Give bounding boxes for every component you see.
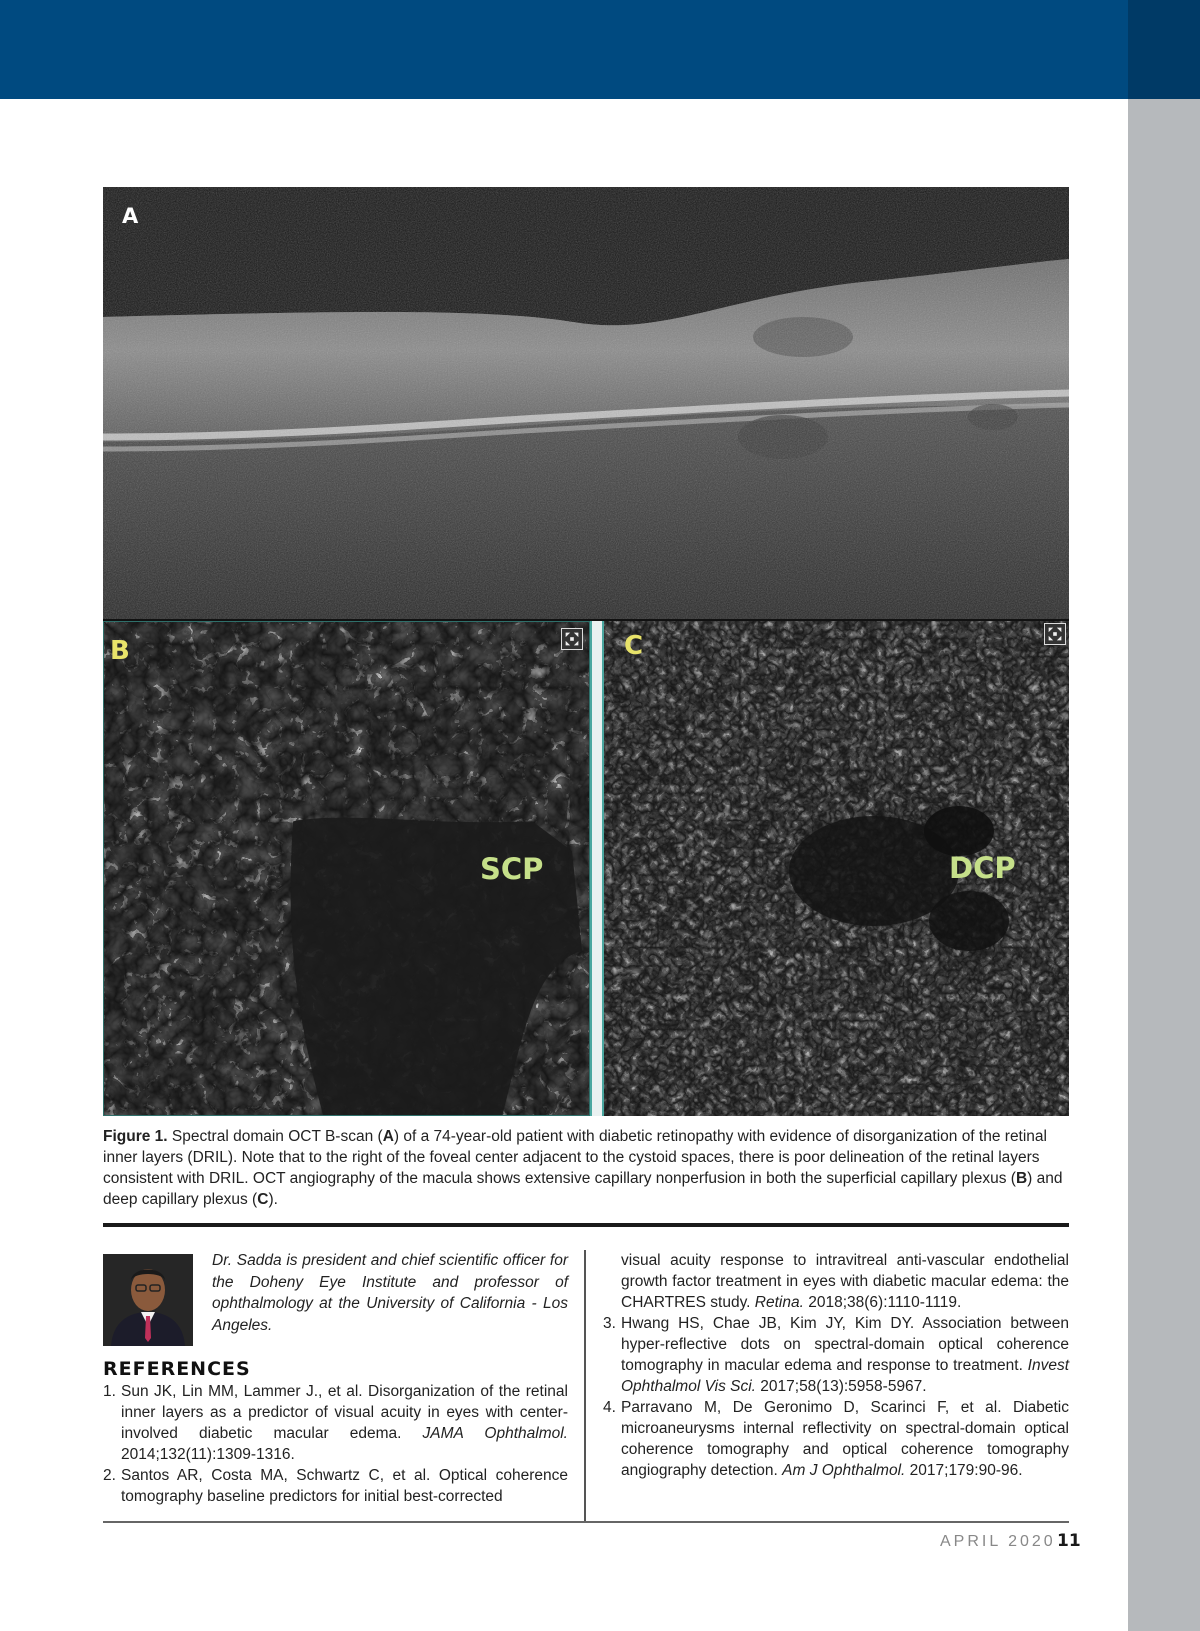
dcp-angiography-panel [604,621,1069,1116]
section-rule [103,1223,1069,1227]
reference-journal: Am J Ophthalmol. [782,1462,906,1479]
panel-divider [590,621,604,1116]
scp-angiography-panel [103,621,590,1116]
reference-number: 2. [103,1467,116,1484]
issue-date: APRIL 2020 [940,1533,1056,1550]
reference-number: 3. [603,1315,616,1332]
figure-caption [103,1126,1069,1210]
reference-item [103,1465,568,1507]
reference-journal: Invest Ophthalmol Vis Sci. [621,1357,1069,1395]
side-rail [1128,99,1200,1631]
reference-text: visual acuity response to intravitreal anti-vascular endothelial growth factor treatment in eyes with diabetic macular edema: the CHARTRES study. [621,1252,1069,1311]
scp-label: SCP [480,852,544,886]
author-portrait [103,1254,193,1346]
caption-label: Figure 1. [103,1128,168,1145]
panel-c-letter: C [624,631,644,661]
panel-b-letter: B [110,636,130,666]
header-color-band [0,0,1128,99]
caption-ref-b: B [1015,1170,1028,1187]
reference-item [603,1397,1069,1481]
panel-a-letter: A [122,204,139,228]
caption-text: Spectral domain OCT B-scan ( [167,1128,383,1145]
reference-citation: 2014;132(11):1309-1316. [121,1446,295,1463]
dcp-label: DCP [949,851,1016,885]
reference-text: Hwang HS, Chae JB, Kim JY, Kim DY. Association between hyper-reflective dots on spectral-domain optical coherence tomography in macular edema and response to treatment. [621,1315,1069,1374]
reference-text: Sun JK, Lin MM, Lammer J., et al. Disorganization of the retinal inner layers as a predictor of visual acuity in eyes with center-involved diabetic macular edema. [121,1383,568,1442]
references-list-left [103,1381,568,1507]
bottom-rule [103,1521,1069,1523]
column-divider [584,1250,586,1523]
reference-text: Santos AR, Costa MA, Schwartz C, et al. Optical coherence tomography baseline predictors for initial best-corrected [121,1467,568,1505]
caption-text: ) and deep capillary plexus ( [103,1170,1063,1208]
header-corner-block [1128,0,1200,99]
references-heading: REFERENCES [103,1358,251,1380]
caption-text: ). [268,1191,278,1208]
page-number: 11 [1057,1531,1081,1551]
reference-continuation [603,1250,1069,1313]
reference-citation: 2017;58(13):5958-5967. [755,1378,927,1395]
references-list-right [603,1250,1069,1481]
reference-journal: JAMA Ophthalmol. [422,1425,568,1442]
figure-1 [103,187,1069,1116]
reference-text: Parravano M, De Geronimo D, Scarinci F, et al. Diabetic microaneurysms internal reflectivity on spectral-domain optical coherence tomography and optical coherence tomography angiography detection. [621,1399,1069,1479]
reference-item [103,1381,568,1465]
reference-citation: 2018;38(6):1110-1119. [803,1294,962,1311]
reference-number: 4. [603,1399,616,1416]
expand-icon [1044,623,1066,645]
expand-icon [561,628,583,650]
oct-bscan-panel [103,187,1069,619]
caption-text: ) of a 74-year-old patient with diabetic retinopathy with evidence of disorganization of the retinal inner layers (DRIL). Note that to the right of the foveal center adjacent to the cystoid spaces, there is poor delineation of the retinal layers consistent with DRIL. OCT angiography of the macula shows extensive capillary nonperfusion in both the superficial capillary plexus ( [103,1128,1047,1187]
reference-number: 1. [103,1383,116,1400]
caption-ref-a: A [382,1128,394,1145]
reference-citation: 2017;179:90-96. [905,1462,1023,1479]
reference-item [603,1313,1069,1397]
oct-bscan-image [103,187,1069,619]
author-bio: Dr. Sadda is president and chief scientific officer for the Doheny Eye Institute and professor of ophthalmology at the University of California - Los Angeles. [212,1252,568,1334]
reference-journal: Retina. [754,1294,804,1311]
caption-ref-c: C [257,1191,269,1208]
